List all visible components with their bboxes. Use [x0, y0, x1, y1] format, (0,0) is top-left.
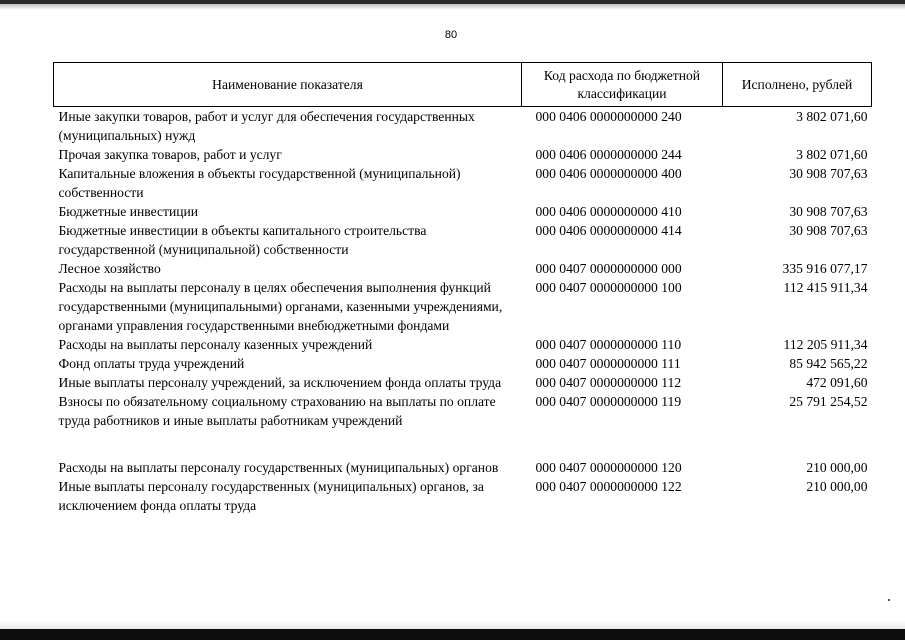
row-code: 000 0407 0000000000 112 — [535, 375, 682, 390]
row-value: 3 802 071,60 — [796, 109, 868, 124]
row-code: 000 0406 0000000000 244 — [535, 147, 682, 162]
header-name: Наименование показателя — [54, 63, 522, 107]
scan-bottom-shadow — [0, 620, 905, 629]
row-value: 30 908 707,63 — [789, 223, 868, 238]
table-row — [54, 202, 872, 221]
table-row — [54, 477, 872, 515]
scan-top-edge — [0, 0, 905, 10]
row-name: Капитальные вложения в объекты государственной (муниципальной) собственности — [58, 166, 461, 200]
row-name: Расходы на выплаты персоналу казенных учреждений — [58, 337, 373, 352]
row-name: Бюджетные инвестиции в объекты капитального строительства государственной (муниципальной) собственности — [58, 223, 427, 257]
row-value: 112 415 911,34 — [783, 280, 868, 295]
row-value: 3 802 071,60 — [796, 147, 868, 162]
table-row — [54, 373, 872, 392]
row-code: 000 0407 0000000000 111 — [535, 356, 681, 371]
row-code: 000 0406 0000000000 240 — [535, 109, 682, 124]
row-code: 000 0407 0000000000 119 — [535, 394, 682, 409]
table-row — [54, 164, 872, 202]
row-code: 000 0406 0000000000 400 — [535, 166, 682, 181]
table-row — [54, 259, 872, 278]
row-name: Прочая закупка товаров, работ и услуг — [58, 147, 282, 162]
row-value: 210 000,00 — [806, 479, 868, 494]
row-code: 000 0407 0000000000 122 — [535, 479, 682, 494]
row-code: 000 0407 0000000000 110 — [535, 337, 682, 352]
table-row — [54, 392, 872, 430]
row-code: 000 0407 0000000000 000 — [535, 261, 682, 276]
table-row — [54, 145, 872, 164]
scan-bottom-edge — [0, 629, 905, 640]
table-row — [54, 354, 872, 373]
row-code: 000 0406 0000000000 410 — [535, 204, 682, 219]
header-code: Код расхода по бюджетной классификации — [522, 63, 723, 107]
table-spacer-row — [54, 430, 872, 458]
row-value: 472 091,60 — [806, 375, 868, 390]
table-row — [54, 107, 872, 146]
page-number: 80 — [444, 29, 458, 41]
row-name: Лесное хозяйство — [58, 261, 161, 276]
row-name: Бюджетные инвестиции — [58, 204, 199, 219]
row-code: 000 0406 0000000000 414 — [535, 223, 682, 238]
scan-speck — [888, 599, 890, 601]
row-name: Иные закупки товаров, работ и услуг для обеспечения государственных (муниципальных) нужд — [58, 109, 475, 143]
table-row — [54, 335, 872, 354]
row-name: Иные выплаты персоналу учреждений, за исключением фонда оплаты труда — [58, 375, 502, 390]
row-value: 25 791 254,52 — [789, 394, 868, 409]
table-row — [54, 278, 872, 335]
row-name: Расходы на выплаты персоналу государственных (муниципальных) органов — [58, 460, 499, 475]
row-value: 85 942 565,22 — [789, 356, 868, 371]
row-name: Взносы по обязательному социальному страхованию на выплаты по оплате труда работников и иные выплаты работникам учреждений — [58, 394, 496, 428]
row-name: Расходы на выплаты персоналу в целях обеспечения выполнения функций государственными (муниципальными) органами, казенными учреждениями, органами управления государственными внебюджетными фондами — [58, 280, 503, 333]
row-value: 112 205 911,34 — [783, 337, 868, 352]
row-name: Иные выплаты персоналу государственных (муниципальных) органов, за исключением фонда оплаты труда — [58, 479, 484, 513]
budget-table — [53, 62, 872, 515]
row-value: 30 908 707,63 — [789, 204, 868, 219]
table-header-row — [54, 63, 872, 107]
table-row — [54, 458, 872, 477]
row-code: 000 0407 0000000000 100 — [535, 280, 682, 295]
row-value: 335 916 077,17 — [782, 261, 868, 276]
table-row — [54, 221, 872, 259]
row-value: 30 908 707,63 — [789, 166, 868, 181]
row-code: 000 0407 0000000000 120 — [535, 460, 682, 475]
header-value: Исполнено, рублей — [723, 63, 872, 107]
row-value: 210 000,00 — [806, 460, 868, 475]
row-name: Фонд оплаты труда учреждений — [58, 356, 245, 371]
